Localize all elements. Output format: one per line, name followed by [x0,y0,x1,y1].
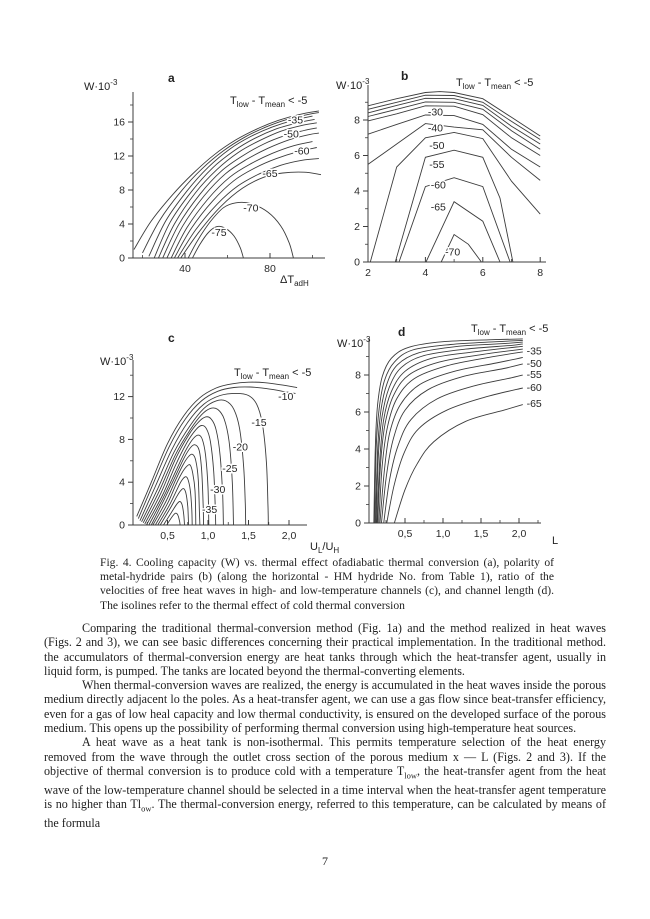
svg-text:-60: -60 [294,145,310,158]
svg-text:1,5: 1,5 [241,530,256,542]
svg-text:-35: -35 [526,345,542,358]
svg-text:8: 8 [537,267,544,279]
svg-text:0: 0 [355,517,361,530]
svg-text:16: 16 [113,116,125,129]
svg-text:-60: -60 [430,179,446,192]
svg-text:8: 8 [119,433,125,446]
svg-text:2: 2 [355,480,361,493]
svg-text:6: 6 [354,150,360,162]
chart-d [335,315,643,565]
body-text [44,621,606,830]
svg-text:W·10-3: $W\cdot 10^{-3}$ [336,77,370,92]
svg-text:12: 12 [113,391,125,404]
svg-text:Tlow - Tmean < -5: Tlow - Tmean < -5 [456,77,534,91]
svg-text:6: 6 [355,406,361,419]
svg-text:-10: -10 [278,391,294,404]
svg-text:-30: -30 [427,106,444,119]
svg-text:b: b [401,69,409,83]
svg-text:2: 2 [354,221,360,233]
svg-text:a: a [168,71,175,85]
svg-text:-30: -30 [210,484,226,497]
svg-text:2,0: 2,0 [511,528,527,540]
svg-text:-60: -60 [526,382,542,395]
svg-text:8: 8 [354,114,360,127]
figure-caption: Fig. 4. Cooling capacity (W) vs. thermal effect ofadiabatic thermal conversion (a), polarity of metal-hydride pairs (b) (along the horizontal - HM hydride No. from Table 1), ratio of the velocities of free heat waves in high- and low-temperature channels (c), and channel length (d). The isolines refer to the thermal effect of cold thermal conversion [100,556,554,612]
svg-text:4: 4 [355,443,361,456]
paragraph: A heat wave as a heat tank is non-isothermal. This permits temperature selection of the heat energy removed from the wave through the outlet cross section of the porous medium x — L (Figs. 2 and 3). If the objective of thermal conversion is to produce cold with a temperature $T_{low}$, the heat-transfer agent from the heat wave of the low-temperature channel should be selected in a time interval when the heat-transfer agent temperature is no higher than $Tl_{ow}$. The thermal-conversion energy, referred to this temperature, can be calculated by means of the formula [44,735,607,830]
svg-text:4: 4 [354,185,360,198]
svg-text:0: 0 [354,256,360,269]
svg-text:-35: -35 [202,503,218,516]
svg-text:-50: -50 [429,140,445,153]
svg-text:2,0: 2,0 [281,530,297,542]
svg-text:-35: -35 [287,114,304,127]
svg-text:0,5: 0,5 [397,528,413,540]
svg-text:8: 8 [119,184,125,197]
chart-c [72,315,356,565]
svg-text:1,5: 1,5 [473,528,489,540]
svg-text:-20: -20 [232,441,248,454]
svg-text:12: 12 [113,150,125,163]
svg-text:UL/UH: UL/UH [310,541,340,555]
svg-text:2: 2 [365,267,371,279]
svg-text:1,0: 1,0 [435,528,451,540]
svg-text:1,0: 1,0 [200,530,216,542]
svg-text:40: 40 [179,263,191,275]
svg-text:-70: -70 [445,246,461,259]
svg-text:-50: -50 [283,128,299,141]
svg-text:c: c [168,331,175,345]
svg-text:80: 80 [264,263,276,275]
svg-text:4: 4 [422,267,429,279]
svg-text:-65: -65 [526,398,542,411]
svg-text:-40: -40 [427,122,444,135]
svg-text:0: 0 [119,252,125,265]
svg-text:-50: -50 [526,358,542,371]
svg-text:6: 6 [479,267,486,279]
svg-text:0: 0 [119,519,125,532]
svg-text:4: 4 [119,218,125,231]
chart-b [332,62,626,302]
svg-text:L: L [552,535,559,547]
chart-a [70,62,342,302]
svg-text:-55: -55 [526,369,542,382]
svg-text:Tlow - Tmean < -5: Tlow - Tmean < -5 [230,95,308,109]
svg-text:Tlow - Tmean < -5: Tlow - Tmean < -5 [471,323,549,337]
page-number: 7 [322,854,328,868]
paragraph: Comparing the traditional thermal-conversion method (Fig. 1a) and the method realized in heat waves (Figs. 2 and 3), we can see basic differences concerning their practical implementation. In the traditional method. the accumulators of thermal-conversion energy are heat tanks through which the heat-transfer agent, usually in liquid form, is pumped. The tanks are located beyond the thermal-converting elements. [44,621,606,678]
svg-text:-70: -70 [243,202,259,215]
svg-text:d: d [398,325,406,339]
svg-text:8: 8 [355,369,361,382]
svg-text:-75: -75 [211,227,227,239]
svg-text:4: 4 [119,476,125,489]
svg-text:W·10-3: $W\cdot 10^{-3}$ [100,353,134,368]
svg-text:W·10-3: $W\cdot 10^{-3}$ [337,335,371,350]
svg-text:-65: -65 [262,167,278,180]
svg-text:0,5: 0,5 [160,530,175,542]
svg-text:ΔTadH: ΔTadH [280,274,309,288]
svg-text:-55: -55 [429,158,445,171]
svg-text:Tlow - Tmean < -5: Tlow - Tmean < -5 [234,367,312,381]
svg-text:W·10-3: $W\cdot 10^{-3}$ [84,78,118,93]
paragraph: When thermal-conversion waves are realized, the energy is accumulated in the heat waves inside the porous medium directly adjacent lo the poles. As a heat-transfer agent, we can use a gas flow since beat-transfer efficiency, even for a gas of low heal capacity and low thermal conductivity, is ensured on the developed surface of the porous medium. This opens up the possibility of performing thermal conversion using high-temperature heat sources. [44,678,606,736]
svg-text:-15: -15 [251,416,267,429]
svg-text:-25: -25 [222,462,238,475]
svg-text:-65: -65 [430,201,446,214]
